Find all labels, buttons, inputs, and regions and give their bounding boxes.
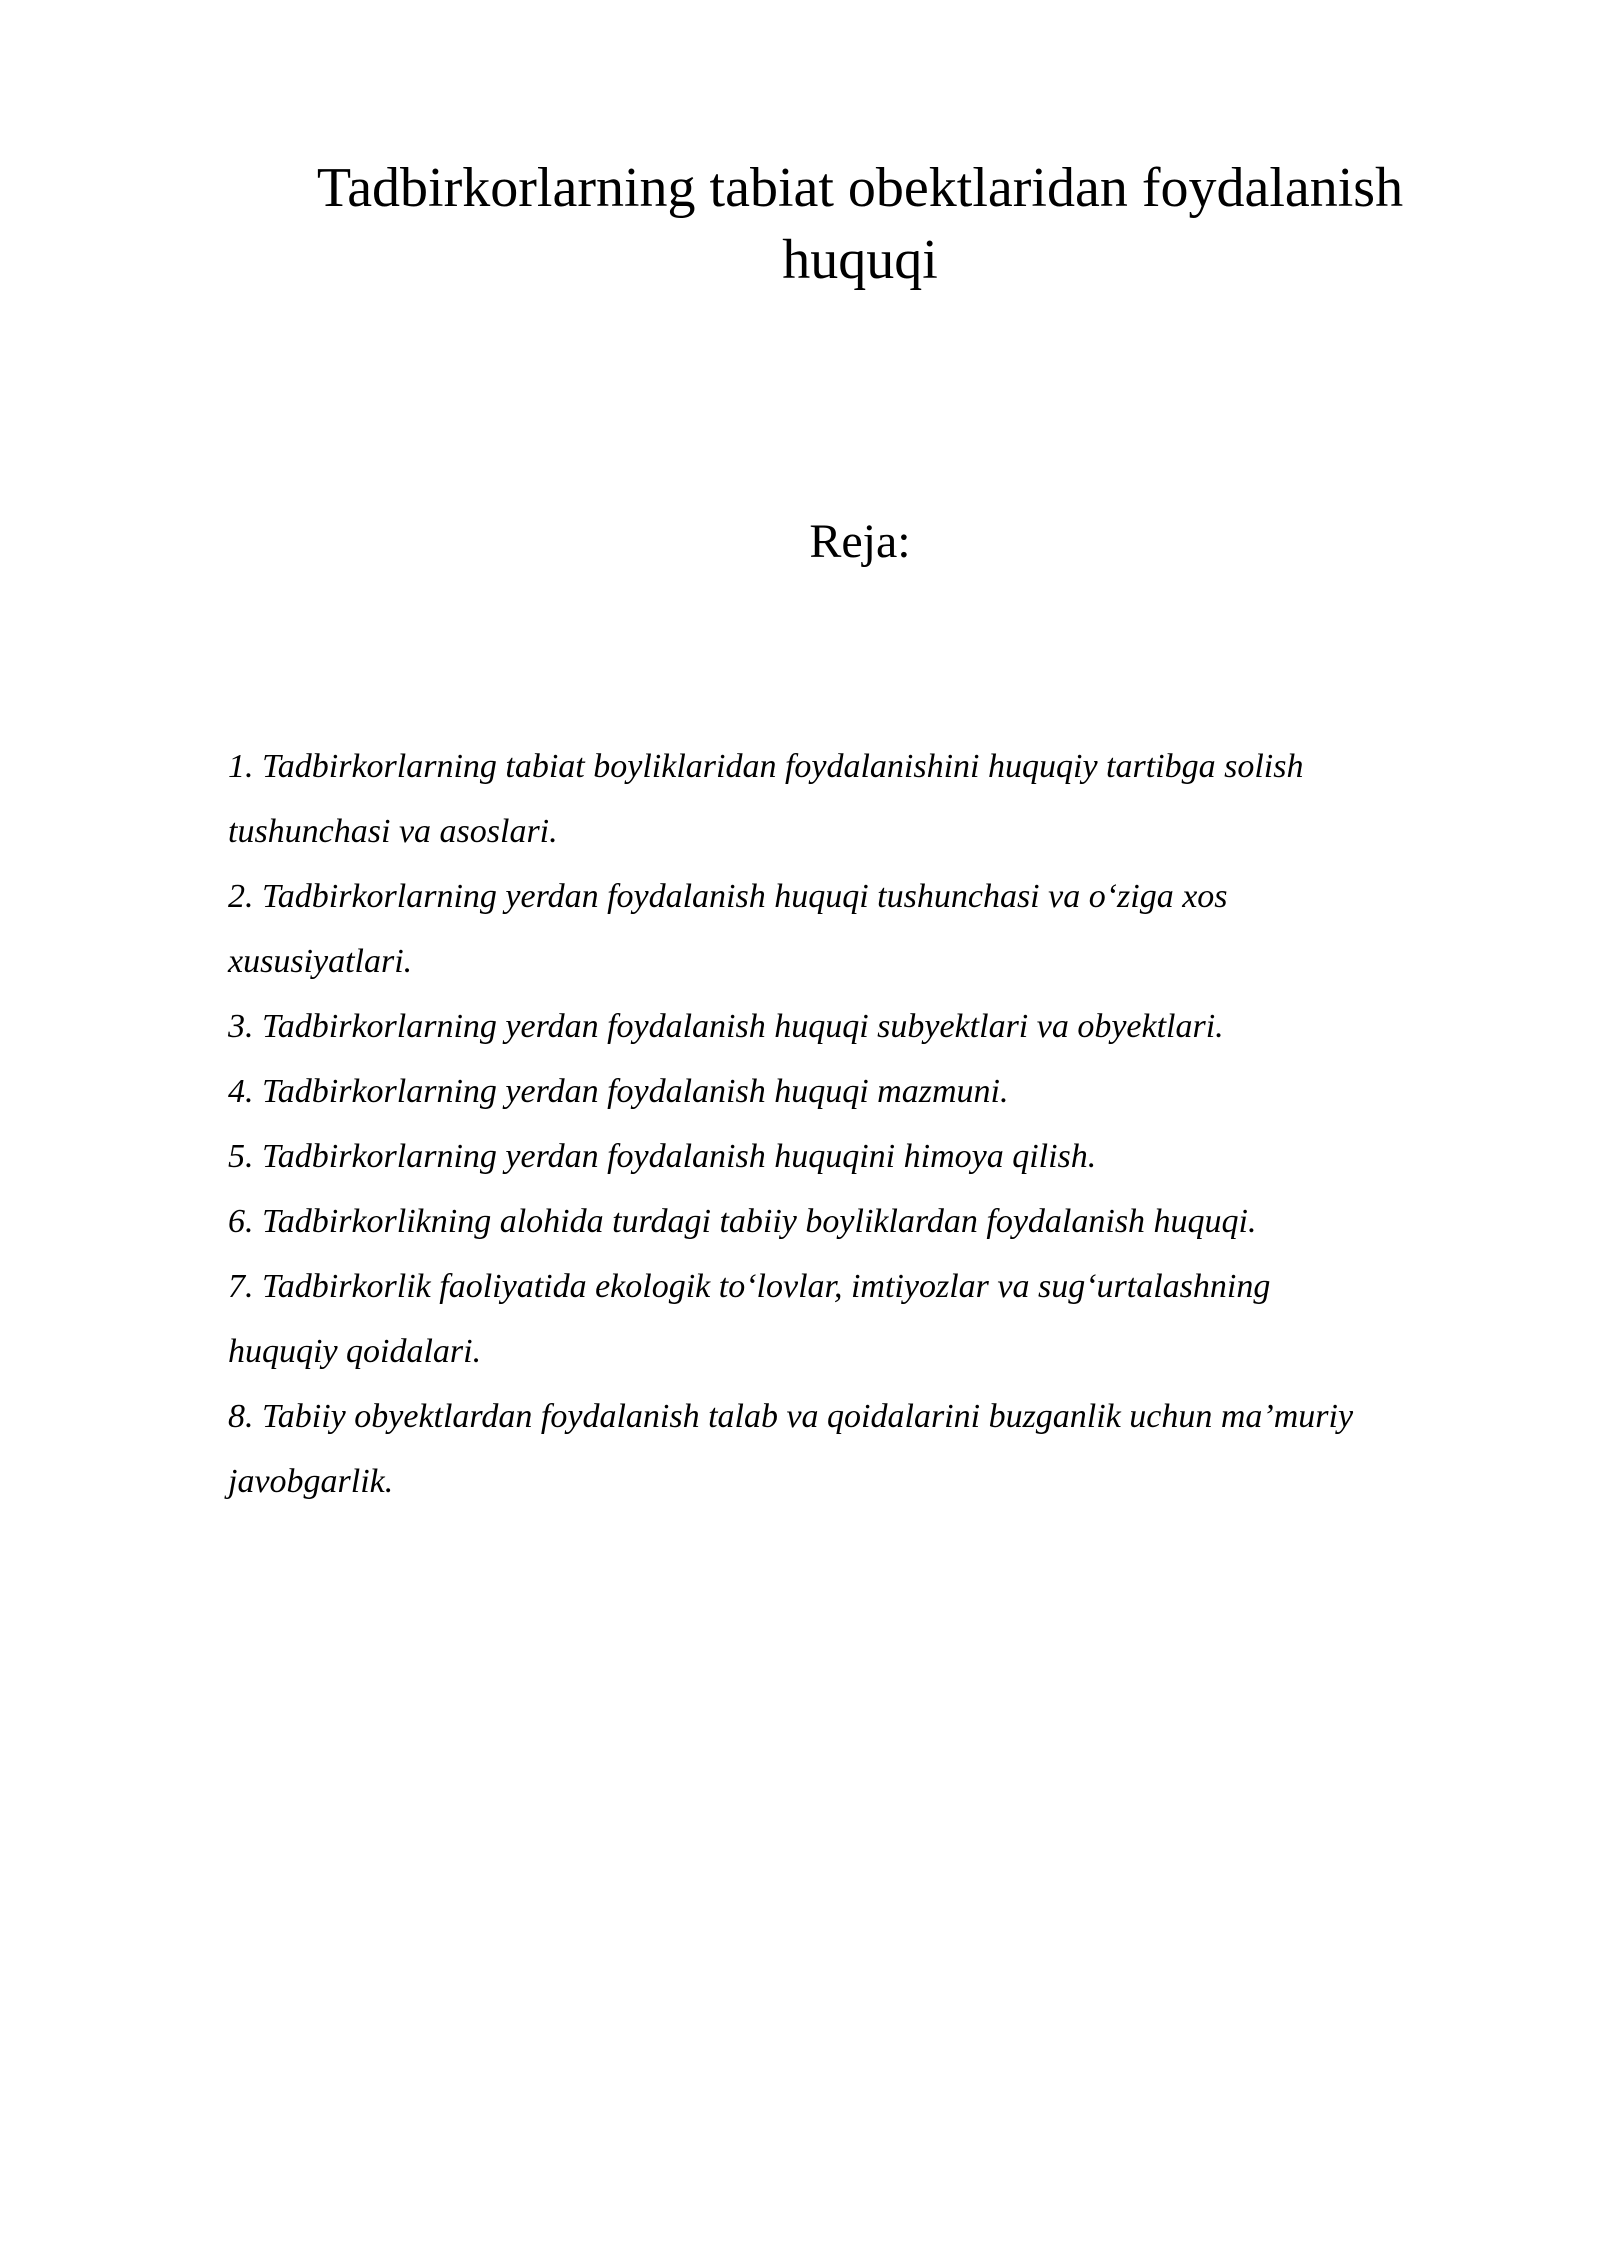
plan-item-2-line-1: 2. Tadbirkorlarning yerdan foydalanish huquqi tushunchasi va o‘ziga xos (228, 878, 1228, 915)
plan-item-8 (228, 1384, 1528, 1514)
document-title (180, 152, 1540, 296)
plan-item-2-line-2: xususiyatlari. (228, 943, 413, 980)
title-line-2: huquqi (782, 229, 938, 291)
plan-item-8-line-2: javobgarlik. (228, 1463, 394, 1500)
plan-item-5 (228, 1124, 1528, 1189)
plan-item-1 (228, 734, 1528, 864)
plan-item-6 (228, 1189, 1528, 1254)
title-line-1: Tadbirkorlarning tabiat obektlaridan foydalanish (316, 157, 1404, 219)
plan-item-3 (228, 994, 1528, 1059)
plan-item-7 (228, 1254, 1528, 1384)
plan-item-7-line-2: huquqiy qoidalari. (228, 1333, 482, 1370)
plan-item-2 (228, 864, 1528, 994)
plan-item-4 (228, 1059, 1528, 1124)
plan-item-4-line-1: 4. Tadbirkorlarning yerdan foydalanish huquqi mazmuni. (228, 1073, 1009, 1110)
plan-item-1-line-2: tushunchasi va asoslari. (228, 813, 558, 850)
plan-list (228, 734, 1528, 1514)
plan-item-3-line-1: 3. Tadbirkorlarning yerdan foydalanish huquqi subyektlari va obyektlari. (228, 1008, 1224, 1045)
plan-item-1-line-1: 1. Tadbirkorlarning tabiat boyliklaridan foydalanishini huquqiy tartibga solish (228, 748, 1304, 785)
plan-item-5-line-1: 5. Tadbirkorlarning yerdan foydalanish huquqini himoya qilish. (228, 1138, 1097, 1175)
plan-item-8-line-1: 8. Tabiiy obyektlardan foydalanish talab va qoidalarini buzganlik uchun ma’muriy (228, 1398, 1354, 1435)
plan-item-6-line-1: 6. Tadbirkorlikning alohida turdagi tabiiy boyliklardan foydalanish huquqi. (228, 1203, 1257, 1240)
plan-heading: Reja: (809, 515, 911, 568)
plan-item-7-line-1: 7. Tadbirkorlik faoliyatida ekologik to‘lovlar, imtiyozlar va sug‘urtalashning (228, 1268, 1271, 1305)
